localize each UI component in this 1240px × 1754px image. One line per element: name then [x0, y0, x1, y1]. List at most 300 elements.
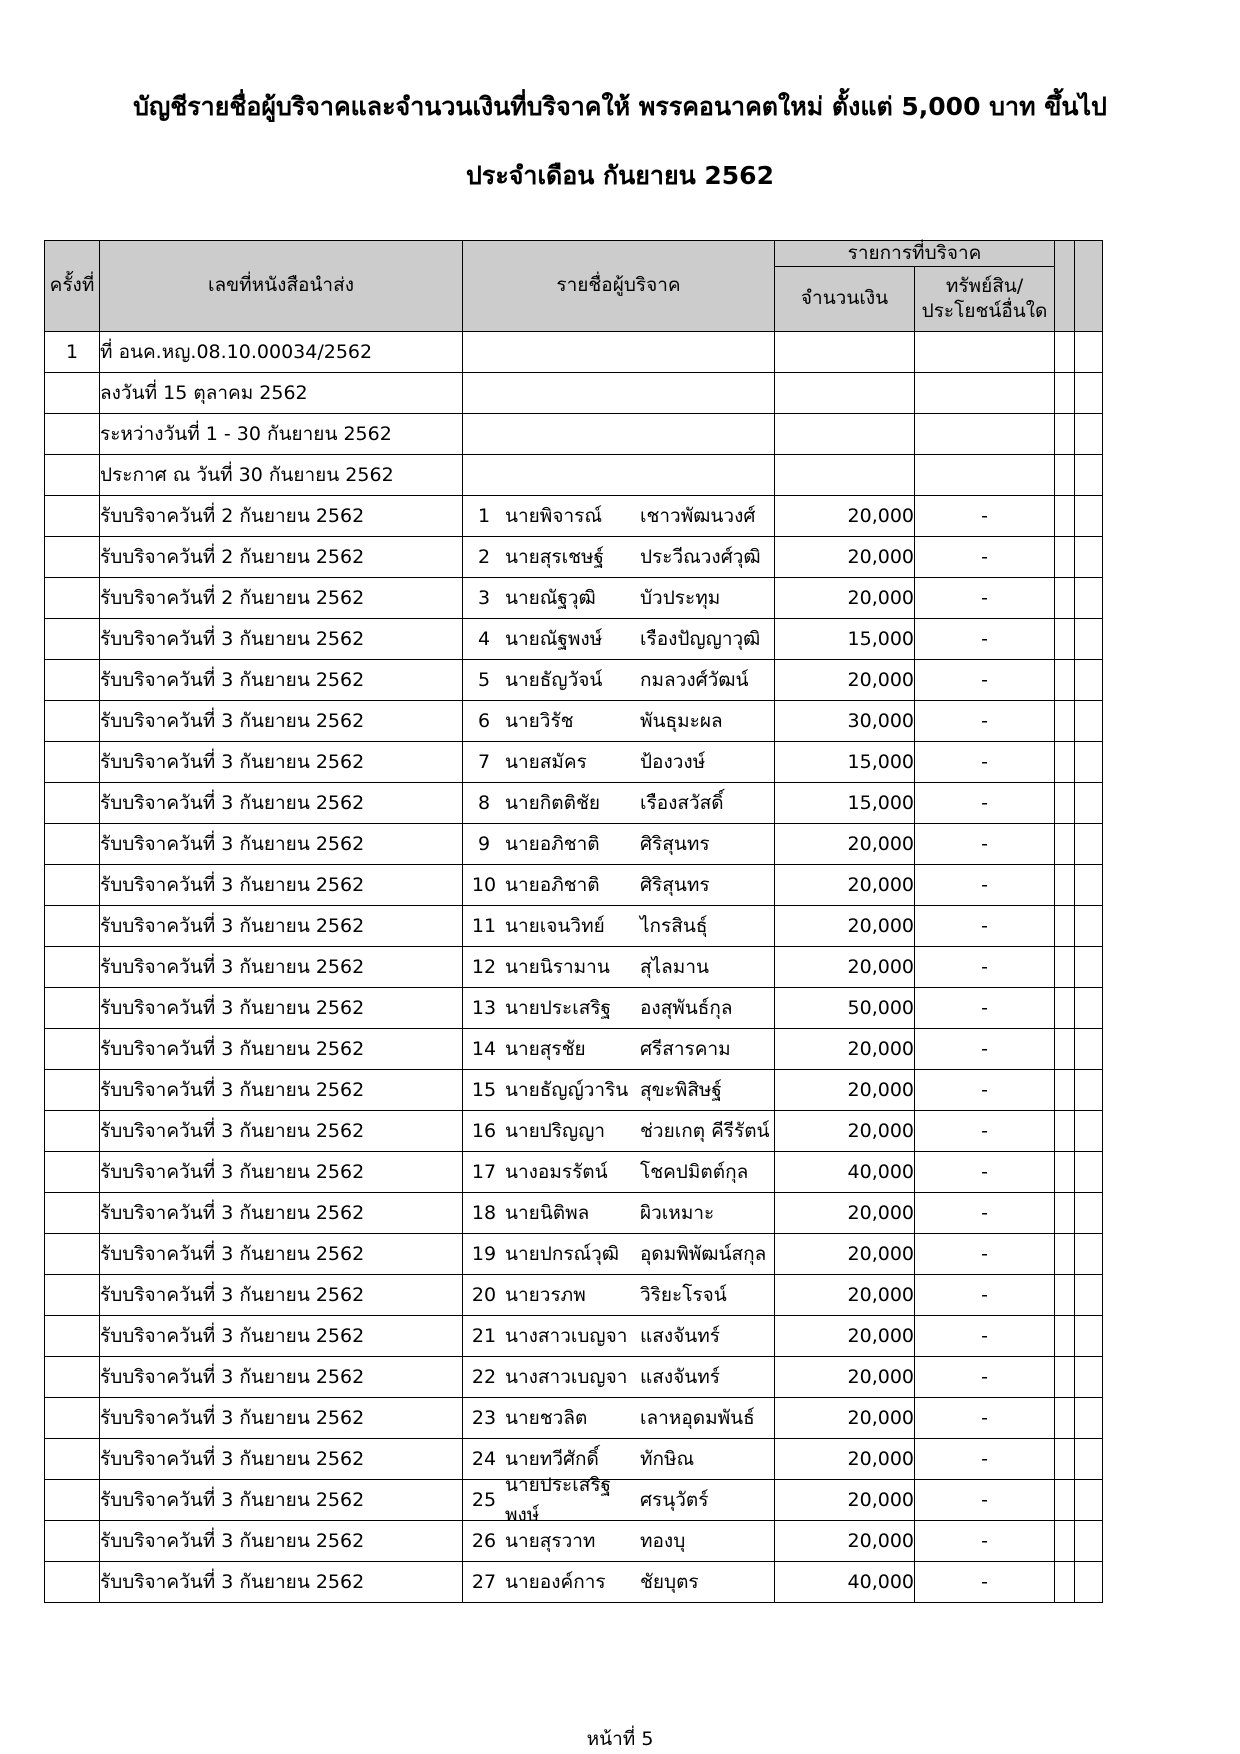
cell-no — [45, 1521, 100, 1562]
cell-amount: 20,000 — [775, 1275, 915, 1316]
table-row — [45, 1480, 1103, 1521]
cell-spacer-1 — [1055, 455, 1075, 496]
cell-doc-number: รับบริจาควันที่ 3 กันยายน 2562 — [100, 1111, 463, 1152]
cell-donor-name — [463, 537, 775, 578]
donor-index: 15 — [471, 1079, 497, 1102]
cell-donor-name — [463, 1357, 775, 1398]
cell-donor-name — [463, 660, 775, 701]
donor-last-name: ประวีณวงศ์วุฒิ — [640, 546, 761, 569]
cell-spacer-1 — [1055, 1398, 1075, 1439]
donor-first-name: นางสาวเบญจา — [505, 1325, 628, 1348]
cell-doc-number: รับบริจาควันที่ 2 กันยายน 2562 — [100, 496, 463, 537]
cell-asset: - — [915, 660, 1055, 701]
cell-spacer-2 — [1075, 1029, 1103, 1070]
col-header-doc-number: เลขที่หนังสือนำส่ง — [100, 240, 463, 332]
donor-last-name: พันธุมะผล — [640, 710, 723, 733]
cell-spacer-1 — [1055, 947, 1075, 988]
donor-first-name: นายกิตติชัย — [505, 792, 600, 815]
cell-no — [45, 1480, 100, 1521]
cell-asset: - — [915, 1316, 1055, 1357]
cell-donor-name — [463, 373, 775, 414]
cell-doc-number: รับบริจาควันที่ 2 กันยายน 2562 — [100, 537, 463, 578]
cell-amount: 40,000 — [775, 1152, 915, 1193]
cell-spacer-1 — [1055, 1480, 1075, 1521]
cell-no — [45, 906, 100, 947]
cell-donor-name — [463, 578, 775, 619]
table-row — [45, 1193, 1103, 1234]
cell-spacer-1 — [1055, 1152, 1075, 1193]
cell-donor-name — [463, 1275, 775, 1316]
donor-name-wrap — [463, 1152, 774, 1192]
cell-spacer-2 — [1075, 988, 1103, 1029]
cell-amount: 20,000 — [775, 906, 915, 947]
page-spacer — [44, 1603, 1196, 1690]
cell-spacer-2 — [1075, 660, 1103, 701]
donor-first-name: นายวิรัช — [505, 710, 574, 733]
donor-last-name: เรืองปัญญาวุฒิ — [640, 628, 761, 651]
cell-no — [45, 1316, 100, 1357]
donor-index: 25 — [471, 1489, 497, 1512]
donor-index: 16 — [471, 1120, 497, 1143]
table-row — [45, 1275, 1103, 1316]
cell-asset: - — [915, 783, 1055, 824]
cell-doc-number: รับบริจาควันที่ 3 กันยายน 2562 — [100, 1480, 463, 1521]
cell-asset: - — [915, 742, 1055, 783]
cell-asset — [915, 455, 1055, 496]
page-footer: หน้าที่ 5 — [586, 1728, 654, 1750]
donor-name-wrap — [463, 742, 774, 782]
cell-asset — [915, 332, 1055, 373]
donor-last-name: สุไลมาน — [640, 956, 709, 979]
cell-donor-name — [463, 1521, 775, 1562]
cell-donor-name — [463, 783, 775, 824]
donor-first-name: นายนิรามาน — [505, 956, 610, 979]
col-header-donor-list: รายชื่อผู้บริจาค — [463, 240, 775, 332]
cell-doc-number: รับบริจาควันที่ 3 กันยายน 2562 — [100, 947, 463, 988]
cell-donor-name — [463, 332, 775, 373]
cell-doc-number: รับบริจาควันที่ 3 กันยายน 2562 — [100, 660, 463, 701]
cell-asset: - — [915, 619, 1055, 660]
cell-donor-name — [463, 1398, 775, 1439]
donor-last-name: กมลวงศ์วัฒน์ — [640, 669, 749, 692]
cell-no — [45, 701, 100, 742]
cell-asset: - — [915, 701, 1055, 742]
cell-doc-number: รับบริจาควันที่ 2 กันยายน 2562 — [100, 578, 463, 619]
cell-donor-name — [463, 1070, 775, 1111]
cell-doc-number: รับบริจาควันที่ 3 กันยายน 2562 — [100, 906, 463, 947]
cell-donor-name — [463, 1562, 775, 1603]
cell-asset: - — [915, 906, 1055, 947]
col-header-spacer-2 — [1075, 240, 1103, 332]
donor-name-wrap — [463, 1234, 774, 1274]
donor-first-name: นายธัญวัจน์ — [505, 669, 603, 692]
donor-last-name: สุขะพิสิษฐ์ — [640, 1079, 722, 1102]
donor-index: 12 — [471, 956, 497, 979]
donor-name-wrap — [463, 1562, 774, 1602]
cell-spacer-1 — [1055, 1316, 1075, 1357]
cell-doc-number: รับบริจาควันที่ 3 กันยายน 2562 — [100, 742, 463, 783]
table-row — [45, 1111, 1103, 1152]
donor-last-name: ศรนุวัตร์ — [640, 1489, 709, 1512]
cell-spacer-1 — [1055, 1111, 1075, 1152]
cell-amount: 20,000 — [775, 1521, 915, 1562]
cell-spacer-1 — [1055, 1070, 1075, 1111]
cell-amount: 40,000 — [775, 1562, 915, 1603]
cell-no — [45, 742, 100, 783]
cell-amount: 20,000 — [775, 1357, 915, 1398]
cell-spacer-2 — [1075, 578, 1103, 619]
cell-asset: - — [915, 1152, 1055, 1193]
cell-donor-name — [463, 701, 775, 742]
cell-amount: 20,000 — [775, 496, 915, 537]
donor-name-wrap — [463, 1275, 774, 1315]
table-row — [45, 1070, 1103, 1111]
cell-asset — [915, 373, 1055, 414]
donor-index: 1 — [477, 505, 491, 528]
cell-no — [45, 865, 100, 906]
cell-asset: - — [915, 496, 1055, 537]
cell-no — [45, 414, 100, 455]
col-header-amount: จำนวนเงิน — [775, 267, 915, 332]
cell-amount: 15,000 — [775, 783, 915, 824]
donor-last-name: องสุพันธ์กุล — [640, 997, 733, 1020]
donor-name-wrap — [463, 1070, 774, 1110]
donor-index: 7 — [477, 751, 491, 774]
donor-name-wrap — [463, 660, 774, 700]
donor-last-name: ชัยบุตร — [640, 1571, 699, 1594]
cell-asset: - — [915, 865, 1055, 906]
cell-spacer-2 — [1075, 1234, 1103, 1275]
cell-amount: 20,000 — [775, 1111, 915, 1152]
donor-index: 18 — [471, 1202, 497, 1225]
cell-no — [45, 1111, 100, 1152]
table-row — [45, 742, 1103, 783]
cell-spacer-2 — [1075, 742, 1103, 783]
donor-index: 14 — [471, 1038, 497, 1061]
donor-last-name: ช่วยเกตุ คีรีรัตน์ — [640, 1120, 770, 1143]
cell-doc-number: รับบริจาควันที่ 3 กันยายน 2562 — [100, 865, 463, 906]
cell-no — [45, 824, 100, 865]
cell-amount: 20,000 — [775, 1029, 915, 1070]
cell-doc-number: ที่ อนค.หญ.08.10.00034/2562 — [100, 332, 463, 373]
donor-name-wrap — [463, 1357, 774, 1397]
cell-donor-name — [463, 619, 775, 660]
cell-amount: 20,000 — [775, 1480, 915, 1521]
cell-spacer-2 — [1075, 1480, 1103, 1521]
donor-name-wrap — [463, 496, 774, 536]
donor-first-name: นางอมรรัตน์ — [505, 1161, 608, 1184]
cell-no — [45, 373, 100, 414]
donor-first-name: นายสมัคร — [505, 751, 587, 774]
cell-donor-name — [463, 1234, 775, 1275]
donor-index: 3 — [477, 587, 491, 610]
cell-donor-name — [463, 988, 775, 1029]
cell-doc-number: รับบริจาควันที่ 3 กันยายน 2562 — [100, 824, 463, 865]
cell-no — [45, 1152, 100, 1193]
cell-asset: - — [915, 1029, 1055, 1070]
cell-spacer-1 — [1055, 783, 1075, 824]
donor-last-name: เชาวพัฒนวงศ์ — [640, 505, 756, 528]
cell-asset: - — [915, 1070, 1055, 1111]
donor-index: 21 — [471, 1325, 497, 1348]
donor-first-name: นายวรภพ — [505, 1284, 586, 1307]
cell-spacer-2 — [1075, 1193, 1103, 1234]
cell-doc-number: ประกาศ ณ วันที่ 30 กันยายน 2562 — [100, 455, 463, 496]
cell-doc-number: รับบริจาควันที่ 3 กันยายน 2562 — [100, 1562, 463, 1603]
cell-doc-number: รับบริจาควันที่ 3 กันยายน 2562 — [100, 1521, 463, 1562]
donor-last-name: แสงจันทร์ — [640, 1366, 720, 1389]
page-subtitle: ประจำเดือน กันยายน 2562 — [466, 160, 774, 190]
donor-first-name: นายนิติพล — [505, 1202, 590, 1225]
donor-name-wrap — [463, 824, 774, 864]
cell-spacer-2 — [1075, 373, 1103, 414]
cell-spacer-2 — [1075, 1439, 1103, 1480]
cell-asset: - — [915, 1193, 1055, 1234]
cell-spacer-1 — [1055, 1439, 1075, 1480]
donor-name-wrap — [463, 1193, 774, 1233]
donor-first-name: นายประเสริฐ — [505, 997, 612, 1020]
donor-last-name: วิริยะโรจน์ — [640, 1284, 727, 1307]
cell-spacer-1 — [1055, 619, 1075, 660]
cell-doc-number: ระหว่างวันที่ 1 - 30 กันยายน 2562 — [100, 414, 463, 455]
cell-spacer-2 — [1075, 537, 1103, 578]
cell-no — [45, 660, 100, 701]
table-row — [45, 1357, 1103, 1398]
cell-amount: 20,000 — [775, 1439, 915, 1480]
cell-donor-name — [463, 1316, 775, 1357]
donor-name-wrap — [463, 1474, 774, 1527]
cell-spacer-1 — [1055, 414, 1075, 455]
cell-no — [45, 1193, 100, 1234]
donor-name-wrap — [463, 865, 774, 905]
donor-name-wrap — [463, 1316, 774, 1356]
cell-spacer-1 — [1055, 537, 1075, 578]
donor-name-wrap — [463, 947, 774, 987]
cell-amount: 20,000 — [775, 947, 915, 988]
cell-no — [45, 1070, 100, 1111]
donor-first-name: นายปกรณ์วุฒิ — [505, 1243, 620, 1266]
cell-no — [45, 455, 100, 496]
table-header-row-top — [45, 240, 1103, 267]
cell-doc-number: รับบริจาควันที่ 3 กันยายน 2562 — [100, 701, 463, 742]
donor-name-wrap — [463, 578, 774, 618]
donor-name-wrap — [463, 1111, 774, 1151]
donor-index: 10 — [471, 874, 497, 897]
cell-spacer-2 — [1075, 332, 1103, 373]
cell-spacer-1 — [1055, 1562, 1075, 1603]
cell-asset: - — [915, 1398, 1055, 1439]
donor-index: 6 — [477, 710, 491, 733]
donor-last-name: เรืองสวัสดิ์ — [640, 792, 724, 815]
donor-name-wrap — [463, 1521, 774, 1561]
donor-name-wrap — [463, 537, 774, 577]
cell-amount: 50,000 — [775, 988, 915, 1029]
cell-spacer-2 — [1075, 1275, 1103, 1316]
cell-no — [45, 947, 100, 988]
donor-index: 27 — [471, 1571, 497, 1594]
cell-amount: 20,000 — [775, 660, 915, 701]
cell-spacer-2 — [1075, 496, 1103, 537]
cell-asset: - — [915, 537, 1055, 578]
cell-asset: - — [915, 578, 1055, 619]
cell-no — [45, 1398, 100, 1439]
table-row — [45, 496, 1103, 537]
cell-amount — [775, 414, 915, 455]
donor-name-wrap — [463, 988, 774, 1028]
cell-amount: 20,000 — [775, 1193, 915, 1234]
donor-index: 4 — [477, 628, 491, 651]
cell-doc-number: รับบริจาควันที่ 3 กันยายน 2562 — [100, 1029, 463, 1070]
cell-doc-number: รับบริจาควันที่ 3 กันยายน 2562 — [100, 1275, 463, 1316]
cell-spacer-1 — [1055, 578, 1075, 619]
col-header-no: ครั้งที่ — [45, 240, 100, 332]
cell-donor-name — [463, 1029, 775, 1070]
cell-spacer-2 — [1075, 1357, 1103, 1398]
table-row — [45, 1521, 1103, 1562]
donor-last-name: โชคปมิตต์กุล — [640, 1161, 749, 1184]
cell-donor-name — [463, 947, 775, 988]
cell-amount: 20,000 — [775, 1070, 915, 1111]
cell-spacer-1 — [1055, 1357, 1075, 1398]
donor-first-name: นายประเสริฐพงษ์ — [505, 1474, 612, 1527]
table-row — [45, 578, 1103, 619]
cell-spacer-1 — [1055, 988, 1075, 1029]
cell-doc-number: รับบริจาควันที่ 3 กันยายน 2562 — [100, 1439, 463, 1480]
cell-doc-number: รับบริจาควันที่ 3 กันยายน 2562 — [100, 1234, 463, 1275]
cell-doc-number: รับบริจาควันที่ 3 กันยายน 2562 — [100, 1070, 463, 1111]
cell-donor-name — [463, 414, 775, 455]
table-row — [45, 414, 1103, 455]
table-row — [45, 455, 1103, 496]
donor-index: 11 — [471, 915, 497, 938]
cell-donor-name — [463, 1111, 775, 1152]
cell-doc-number: รับบริจาควันที่ 3 กันยายน 2562 — [100, 1357, 463, 1398]
donor-last-name: ทักษิณ — [640, 1448, 695, 1471]
cell-amount: 20,000 — [775, 1234, 915, 1275]
donor-index: 20 — [471, 1284, 497, 1307]
cell-donor-name — [463, 865, 775, 906]
cell-asset: - — [915, 1275, 1055, 1316]
donor-index: 9 — [477, 833, 491, 856]
table-header — [45, 240, 1103, 332]
cell-spacer-1 — [1055, 742, 1075, 783]
donor-last-name: ไกรสินธุ์ — [640, 915, 708, 938]
cell-spacer-2 — [1075, 455, 1103, 496]
donor-first-name: นายธัญญ์วาริน — [505, 1079, 629, 1102]
table-row — [45, 701, 1103, 742]
cell-no — [45, 496, 100, 537]
cell-no — [45, 783, 100, 824]
table-row — [45, 660, 1103, 701]
cell-doc-number: รับบริจาควันที่ 3 กันยายน 2562 — [100, 1152, 463, 1193]
col-header-asset — [915, 267, 1055, 332]
donor-index: 24 — [471, 1448, 497, 1471]
donor-first-name: นายสุรเชษฐ์ — [505, 546, 604, 569]
donor-name-wrap — [463, 783, 774, 823]
cell-spacer-1 — [1055, 373, 1075, 414]
cell-donor-name — [463, 455, 775, 496]
cell-amount: 15,000 — [775, 742, 915, 783]
donor-first-name: นายสุรชัย — [505, 1038, 586, 1061]
cell-amount: 15,000 — [775, 619, 915, 660]
cell-doc-number: รับบริจาควันที่ 3 กันยายน 2562 — [100, 1193, 463, 1234]
donor-first-name: นางสาวเบญจา — [505, 1366, 628, 1389]
table-row — [45, 619, 1103, 660]
cell-donor-name — [463, 1193, 775, 1234]
donor-last-name: ศิริสุนทร — [640, 833, 710, 856]
cell-donor-name — [463, 1152, 775, 1193]
donor-first-name: นายอภิชาติ — [505, 874, 600, 897]
cell-no — [45, 1275, 100, 1316]
cell-spacer-1 — [1055, 906, 1075, 947]
table-row — [45, 783, 1103, 824]
cell-asset: - — [915, 1357, 1055, 1398]
donation-table — [44, 240, 1103, 1604]
cell-no — [45, 1357, 100, 1398]
cell-doc-number: รับบริจาควันที่ 3 กันยายน 2562 — [100, 783, 463, 824]
table-row — [45, 1234, 1103, 1275]
donor-index: 2 — [477, 546, 491, 569]
donor-first-name: นายอภิชาติ — [505, 833, 600, 856]
table-row — [45, 1029, 1103, 1070]
cell-spacer-2 — [1075, 783, 1103, 824]
cell-no — [45, 537, 100, 578]
table-row — [45, 1562, 1103, 1603]
cell-asset: - — [915, 1439, 1055, 1480]
cell-asset: - — [915, 824, 1055, 865]
table-row — [45, 988, 1103, 1029]
cell-donor-name — [463, 824, 775, 865]
cell-asset: - — [915, 1234, 1055, 1275]
table-row — [45, 332, 1103, 373]
cell-spacer-1 — [1055, 1029, 1075, 1070]
table-row — [45, 537, 1103, 578]
col-header-asset-line2: ประโยชน์อื่นใด — [921, 300, 1048, 323]
cell-spacer-2 — [1075, 1070, 1103, 1111]
donor-first-name: นายณัฐวุฒิ — [505, 587, 596, 610]
cell-spacer-1 — [1055, 865, 1075, 906]
cell-asset: - — [915, 1111, 1055, 1152]
cell-amount — [775, 373, 915, 414]
cell-spacer-2 — [1075, 947, 1103, 988]
donor-name-wrap — [463, 906, 774, 946]
cell-spacer-2 — [1075, 1316, 1103, 1357]
donor-first-name: นายสุรวาท — [505, 1530, 596, 1553]
donor-index: 26 — [471, 1530, 497, 1553]
cell-spacer-2 — [1075, 1562, 1103, 1603]
col-header-donation-group: รายการที่บริจาค — [775, 240, 1055, 267]
donor-first-name: นายปริญญา — [505, 1120, 606, 1143]
cell-amount: 20,000 — [775, 865, 915, 906]
donor-index: 23 — [471, 1407, 497, 1430]
cell-no — [45, 1439, 100, 1480]
cell-doc-number: รับบริจาควันที่ 3 กันยายน 2562 — [100, 1316, 463, 1357]
cell-doc-number: รับบริจาควันที่ 3 กันยายน 2562 — [100, 988, 463, 1029]
donor-last-name: ศรีสารคาม — [640, 1038, 731, 1061]
cell-asset — [915, 414, 1055, 455]
cell-amount: 20,000 — [775, 537, 915, 578]
cell-donor-name — [463, 742, 775, 783]
cell-spacer-2 — [1075, 824, 1103, 865]
cell-spacer-2 — [1075, 1152, 1103, 1193]
cell-spacer-1 — [1055, 1521, 1075, 1562]
donor-name-wrap — [463, 1398, 774, 1438]
cell-asset: - — [915, 1521, 1055, 1562]
donor-name-wrap — [463, 619, 774, 659]
cell-asset: - — [915, 1562, 1055, 1603]
donor-first-name: นายองค์การ — [505, 1571, 606, 1594]
cell-amount — [775, 455, 915, 496]
